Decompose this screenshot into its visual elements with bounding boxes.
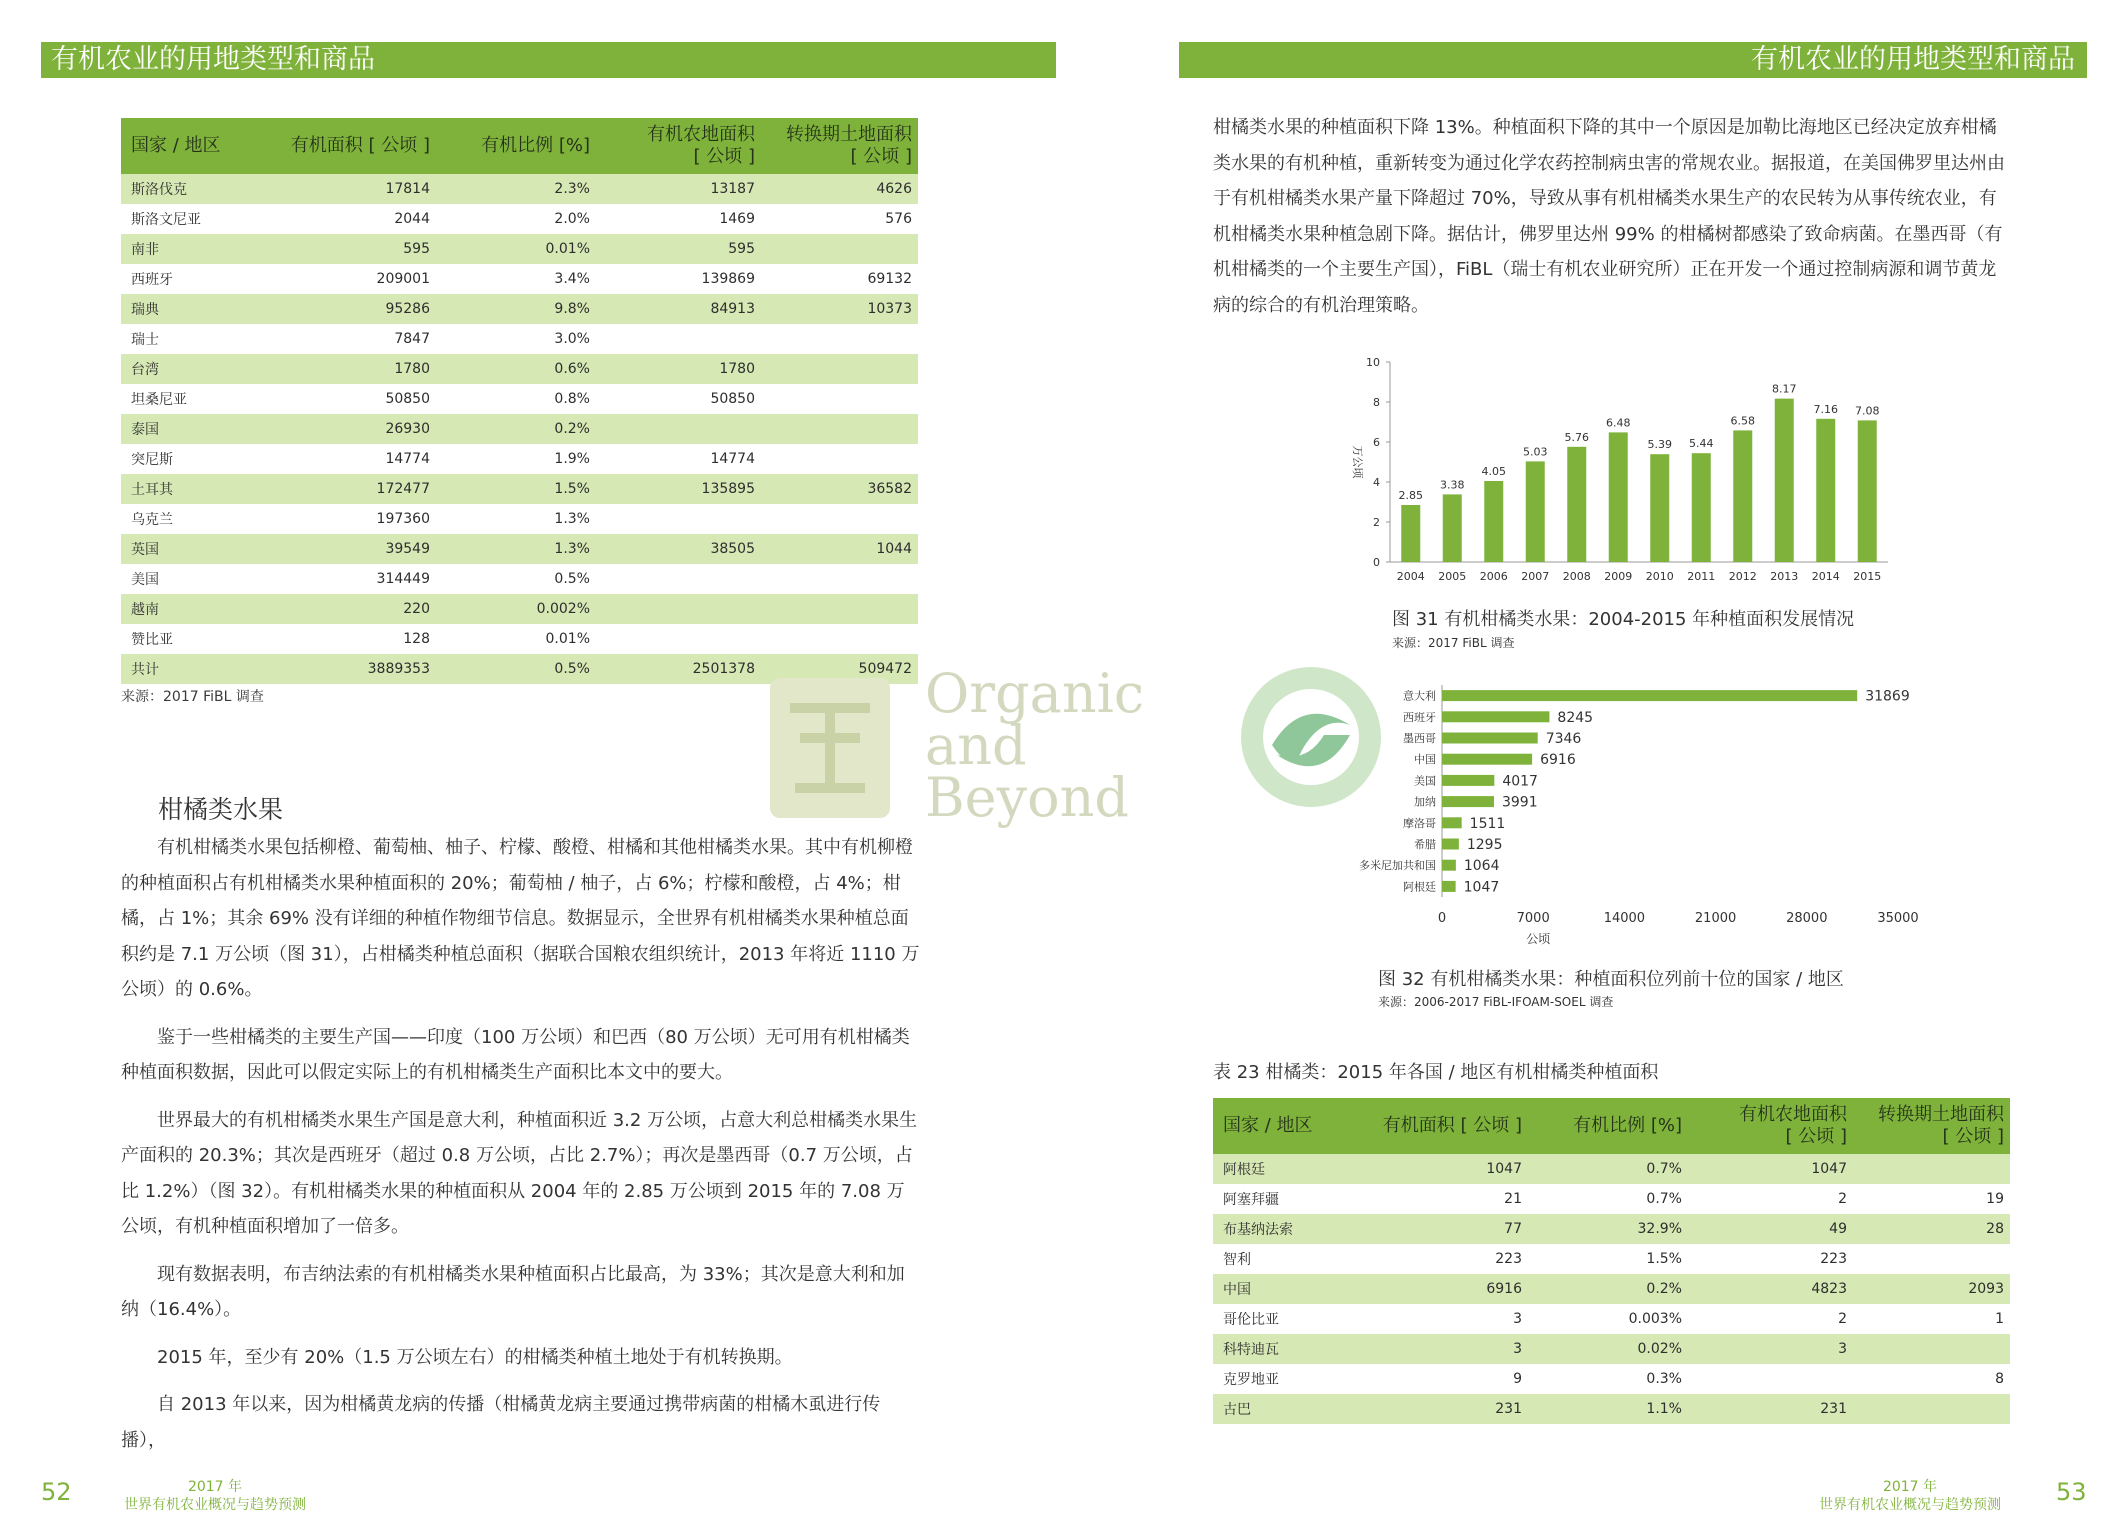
data-label: 5.39 xyxy=(1647,438,1672,452)
data-label: 7.16 xyxy=(1813,402,1838,416)
table-cell xyxy=(1853,1394,2010,1424)
table-cell: 135895 xyxy=(596,474,761,504)
x-tick-label: 2011 xyxy=(1687,570,1716,583)
table-cell: 瑞士 xyxy=(131,332,159,348)
page-number-right: 53 xyxy=(2056,1478,2087,1506)
bar xyxy=(1567,447,1586,562)
table-row xyxy=(121,264,918,294)
table-cell xyxy=(761,504,918,534)
left-body-text xyxy=(121,830,921,1470)
category-label: 墨西哥 xyxy=(1403,732,1436,745)
table-cell: 0.7% xyxy=(1528,1154,1688,1184)
table-cell: 1780 xyxy=(261,354,436,384)
data-label: 7.08 xyxy=(1855,404,1880,418)
table-cell: 美国 xyxy=(131,572,159,588)
data-label: 5.76 xyxy=(1564,430,1589,444)
table-cell: 2 xyxy=(1838,1191,1847,1207)
table-cell: 1.5% xyxy=(1646,1251,1682,1267)
table-row xyxy=(1213,1274,2010,1304)
table-cell: 克罗地亚 xyxy=(1223,1372,1279,1388)
data-label: 6.48 xyxy=(1606,416,1631,430)
col-header-organic-share: 有机比例 [%] xyxy=(436,118,596,174)
bar xyxy=(1442,839,1459,850)
table-cell: 土耳其 xyxy=(121,474,261,504)
y-tick-label: 8 xyxy=(1373,396,1380,409)
col-header-region: 国家 / 地区 xyxy=(1213,1098,1353,1154)
x-tick-label: 2012 xyxy=(1728,570,1757,583)
y-tick-label: 2 xyxy=(1373,516,1380,529)
bar xyxy=(1484,481,1503,562)
table-cell xyxy=(761,354,918,384)
category-label: 摩洛哥 xyxy=(1403,816,1436,830)
table-cell: 3 xyxy=(1513,1311,1522,1327)
table-cell: 0.02% xyxy=(1528,1334,1688,1364)
table-cell: 3 xyxy=(1353,1334,1528,1364)
table-cell: 越南 xyxy=(121,594,261,624)
table-cell: 英国 xyxy=(121,534,261,564)
paragraph: 世界最大的有机柑橘类水果生产国是意大利，种植面积近 3.2 万公顷，占意大利总柑橘类水果生产面积的 20.3%；其次是西班牙（超过 0.8 万公顷，占比 2.7%）；再次是墨西哥（0.7 万公顷，占比 1.2%）（图 32）。有机柑橘类水果的种植面积从 2004 年的 2.85 万公顷到 2015 年的 7.08 万公顷，有机种植面积增加了一倍多。 xyxy=(121,1109,918,1237)
x-tick-label: 0 xyxy=(1437,911,1447,926)
table-cell: 9.8% xyxy=(436,294,596,324)
x-tick-label: 2013 xyxy=(1770,570,1799,583)
x-tick-label: 28000 xyxy=(1786,911,1828,926)
table-cell: 50850 xyxy=(385,391,430,407)
table-cell: 17814 xyxy=(261,174,436,204)
bar xyxy=(1609,432,1628,562)
table-cell: 4823 xyxy=(1688,1274,1853,1304)
table-cell: 576 xyxy=(885,211,912,227)
y-tick-label: 6 xyxy=(1373,436,1380,449)
table-cell: 阿根廷 xyxy=(1213,1154,1353,1184)
table-cell: 2 xyxy=(1838,1311,1847,1327)
table-cell: 1047 xyxy=(1688,1154,1853,1184)
table-cell: 314449 xyxy=(376,571,430,587)
table-cell: 95286 xyxy=(261,294,436,324)
table-cell: 斯洛伐克 xyxy=(121,174,261,204)
right-body-text xyxy=(1213,110,2013,323)
table-row xyxy=(121,324,918,354)
watermark xyxy=(770,662,1170,829)
table-cell: 0.8% xyxy=(554,391,590,407)
table-cell xyxy=(1853,1154,2010,1184)
data-label: 31869 xyxy=(1865,688,1910,705)
x-tick-label: 2005 xyxy=(1438,570,1467,583)
table-cell: 1 xyxy=(1995,1311,2004,1327)
data-label: 6916 xyxy=(1540,752,1576,769)
category-label: 美国 xyxy=(1414,774,1436,788)
data-label: 2.85 xyxy=(1398,489,1423,502)
table-cell: 21 xyxy=(1504,1191,1522,1207)
table-cell: 0.2% xyxy=(1528,1274,1688,1304)
table-cell xyxy=(596,414,761,444)
header-title-right: 有机农业的用地类型和商品 xyxy=(1751,44,2075,75)
table-row xyxy=(121,444,918,474)
x-tick-label: 2009 xyxy=(1604,570,1633,583)
table-cell: 西班牙 xyxy=(131,272,173,288)
bar xyxy=(1442,860,1456,871)
header-bar-right xyxy=(1179,42,2087,78)
bar xyxy=(1858,420,1877,562)
data-label: 7346 xyxy=(1545,731,1582,747)
table-row xyxy=(1213,1214,2010,1244)
y-tick-label: 4 xyxy=(1373,476,1380,489)
table-cell xyxy=(761,324,918,354)
table-cell: 斯洛文尼亚 xyxy=(131,212,201,228)
table-cell xyxy=(596,594,761,624)
bar xyxy=(1816,419,1835,562)
table-cell: 595 xyxy=(261,234,436,264)
table-cell: 77 xyxy=(1353,1214,1528,1244)
paragraph: 鉴于一些柑橘类的主要生产国——印度（100 万公顷）和巴西（80 万公顷）无可用有机柑橘类种植面积数据，因此可以假定实际上的有机柑橘类生产面积比本文中的要大。 xyxy=(121,1026,910,1083)
data-label: 4017 xyxy=(1502,773,1538,790)
chart-fig31-source: 来源：2017 FiBL 调查 xyxy=(1392,636,1515,650)
bar xyxy=(1775,399,1794,562)
table-cell: 509472 xyxy=(761,654,918,684)
table-cell: 19 xyxy=(1986,1191,2004,1207)
bar xyxy=(1443,494,1462,562)
table-cell: 瑞典 xyxy=(121,294,261,324)
y-axis-label: 万公顷 xyxy=(1351,445,1364,479)
table-cell: 50850 xyxy=(710,391,755,407)
table-row xyxy=(121,174,918,204)
col-header-farmland-area: 有机农地面积 [ 公顷 ] xyxy=(596,118,761,174)
table-cell: 36582 xyxy=(761,474,918,504)
paragraph: 自 2013 年以来，因为柑橘黄龙病的传播（柑橘黄龙病主要通过携带病菌的柑橘木虱进行传播）， xyxy=(121,1394,881,1451)
table-row xyxy=(121,474,918,504)
table-cell: 595 xyxy=(596,234,761,264)
x-tick-label: 2004 xyxy=(1396,570,1425,583)
table-right-caption: 表 23 柑橘类：2015 年各国 / 地区有机柑橘类种植面积 xyxy=(1213,1062,1659,1083)
table-cell: 0.2% xyxy=(436,414,596,444)
table-source-left: 来源：2017 FiBL 调查 xyxy=(121,689,264,705)
table-cell: 突尼斯 xyxy=(131,452,173,468)
table-row xyxy=(1213,1154,2010,1184)
table-cell: 台湾 xyxy=(121,354,261,384)
table-cell: 2093 xyxy=(1853,1274,2010,1304)
data-label: 3991 xyxy=(1501,794,1538,811)
table-cell: 209001 xyxy=(376,271,430,287)
table-cell: 14774 xyxy=(710,451,755,467)
data-table-right xyxy=(1213,1098,2010,1424)
table-cell: 1047 xyxy=(1353,1154,1528,1184)
x-axis-label: 公顷 xyxy=(1526,932,1551,946)
bar xyxy=(1442,881,1456,892)
table-cell: 2.3% xyxy=(436,174,596,204)
table-cell: 0.6% xyxy=(436,354,596,384)
col-header-farmland-area: 有机农地面积 [ 公顷 ] xyxy=(1688,1098,1853,1154)
table-cell: 172477 xyxy=(261,474,436,504)
table-cell: 197360 xyxy=(376,511,430,527)
table-cell: 0.003% xyxy=(1628,1311,1682,1327)
table-cell: 84913 xyxy=(596,294,761,324)
x-tick-label: 35000 xyxy=(1877,911,1919,926)
x-tick-label: 7000 xyxy=(1516,911,1550,926)
chart-fig31-area-trend xyxy=(1340,350,1900,600)
table-cell: 28 xyxy=(1853,1214,2010,1244)
table-cell: 2.0% xyxy=(554,211,590,227)
header-title-left: 有机农业的用地类型和商品 xyxy=(51,44,375,75)
table-cell: 0.7% xyxy=(1646,1191,1682,1207)
category-label: 意大利 xyxy=(1403,689,1436,703)
table-cell: 32.9% xyxy=(1528,1214,1688,1244)
table-cell: 8 xyxy=(1995,1371,2004,1387)
data-label: 1295 xyxy=(1466,837,1503,853)
table-cell: 4626 xyxy=(761,174,918,204)
table-cell: 10373 xyxy=(761,294,918,324)
table-row xyxy=(121,624,918,654)
table-row xyxy=(121,564,918,594)
table-row xyxy=(121,234,918,264)
table-cell: 乌克兰 xyxy=(131,512,173,528)
table-row xyxy=(121,534,918,564)
table-row xyxy=(121,504,918,534)
table-cell xyxy=(761,564,918,594)
table-cell: 220 xyxy=(261,594,436,624)
table-row xyxy=(1213,1394,2010,1424)
paragraph: 2015 年，至少有 20%（1.5 万公顷左右）的柑橘类种植土地处于有机转换期。 xyxy=(157,1346,793,1368)
table-cell xyxy=(761,414,918,444)
table-cell: 阿塞拜疆 xyxy=(1223,1192,1279,1208)
chart-fig32-title: 图 32 有机柑橘类水果：种植面积位列前十位的国家 / 地区 xyxy=(1378,969,1844,990)
col-header-organic-area: 有机面积 [ 公顷 ] xyxy=(261,118,436,174)
table-row xyxy=(121,384,918,414)
table-cell: 13187 xyxy=(596,174,761,204)
x-tick-label: 14000 xyxy=(1603,911,1646,926)
footer-right: 2017 年 世界有机农业概况与趋势预测 xyxy=(1819,1479,2001,1513)
table-cell: 科特迪瓦 xyxy=(1213,1334,1353,1364)
table-cell: 231 xyxy=(1688,1394,1853,1424)
table-row xyxy=(121,204,918,234)
data-label: 4.05 xyxy=(1481,465,1506,478)
table-cell: 南非 xyxy=(121,234,261,264)
table-cell: 布基纳法索 xyxy=(1213,1214,1353,1244)
col-header-organic-area: 有机面积 [ 公顷 ] xyxy=(1353,1098,1528,1154)
bar xyxy=(1442,733,1538,744)
table-cell: 0.01% xyxy=(436,234,596,264)
table-cell xyxy=(761,384,918,414)
category-label: 多米尼加共和国 xyxy=(1359,859,1436,873)
category-label: 加纳 xyxy=(1414,795,1436,809)
table-row xyxy=(1213,1244,2010,1274)
data-label: 3.38 xyxy=(1440,478,1465,492)
section-title: 柑橘类水果 xyxy=(158,795,284,824)
table-cell: 1780 xyxy=(596,354,761,384)
table-cell xyxy=(596,564,761,594)
table-cell: 智利 xyxy=(1223,1252,1251,1268)
bar xyxy=(1401,505,1420,562)
table-cell: 0.3% xyxy=(1646,1371,1682,1387)
table-cell: 7847 xyxy=(394,331,430,347)
table-row xyxy=(1213,1364,2010,1394)
table-cell: 泰国 xyxy=(121,414,261,444)
bar xyxy=(1442,817,1462,828)
table-cell xyxy=(1853,1334,2010,1364)
col-header-region: 国家 / 地区 xyxy=(121,118,261,174)
table-cell: 坦桑尼亚 xyxy=(131,392,187,408)
table-cell: 1.9% xyxy=(554,451,590,467)
x-tick-label: 2007 xyxy=(1521,570,1550,583)
table-cell xyxy=(1688,1364,1853,1394)
table-cell xyxy=(1853,1244,2010,1274)
table-cell xyxy=(596,324,761,354)
x-tick-label: 21000 xyxy=(1694,911,1737,926)
category-label: 希腊 xyxy=(1414,838,1436,851)
table-row xyxy=(121,294,918,324)
table-cell: 3 xyxy=(1688,1334,1853,1364)
table-cell: 231 xyxy=(1353,1394,1528,1424)
x-tick-label: 2006 xyxy=(1479,570,1508,583)
watermark-text: Organic and Beyond xyxy=(925,662,1145,829)
table-cell xyxy=(761,444,918,474)
paragraph: 现有数据表明，布吉纳法索的有机柑橘类水果种植面积占比最高，为 33%；其次是意大利和加纳（16.4%）。 xyxy=(121,1263,905,1320)
table-cell: 6916 xyxy=(1353,1274,1528,1304)
header-bar-left xyxy=(41,42,1056,78)
table-cell xyxy=(761,234,918,264)
col-header-conversion-area: 转换期土地面积 [ 公顷 ] xyxy=(1853,1098,2010,1154)
table-cell: 223 xyxy=(1495,1251,1522,1267)
bar xyxy=(1442,775,1494,786)
bar xyxy=(1733,430,1752,562)
x-tick-label: 2010 xyxy=(1645,570,1674,583)
x-tick-label: 2015 xyxy=(1853,570,1882,583)
table-cell: 1.3% xyxy=(554,511,590,527)
table-cell: 49 xyxy=(1688,1214,1853,1244)
table-cell: 0.5% xyxy=(554,571,590,587)
data-label: 1047 xyxy=(1463,879,1500,896)
table-row xyxy=(1213,1184,2010,1214)
table-cell: 中国 xyxy=(1213,1274,1353,1304)
table-cell: 2044 xyxy=(394,211,430,227)
table-cell: 1.5% xyxy=(436,474,596,504)
bar xyxy=(1650,454,1669,562)
table-cell xyxy=(596,624,761,654)
table-row xyxy=(121,414,918,444)
table-cell: 39549 xyxy=(261,534,436,564)
table-cell: 3889353 xyxy=(261,654,436,684)
y-tick-label: 0 xyxy=(1373,556,1380,569)
paragraph: 有机柑橘类水果包括柳橙、葡萄柚、柚子、柠檬、酸橙、柑橘和其他柑橘类水果。其中有机柳橙的种植面积占有机柑橘类水果种植面积的 20%；葡萄柚 / 柚子，占 6%；柠檬和酸橙，占 4%；柑橘，占 1%；其余 69% 没有详细的种植作物细节信息。数据显示，全世界有机柑橘类水果种植总面积约是 7.1 万公顷（图 31），占柑橘类种植总面积（据联合国粮农组织统计，2013 年将近 1110 万公顷）的 0.6%。 xyxy=(121,837,920,1000)
bar xyxy=(1692,453,1711,562)
table-cell: 3.0% xyxy=(554,331,590,347)
table-cell: 0.002% xyxy=(436,594,596,624)
table-cell xyxy=(596,504,761,534)
category-label: 西班牙 xyxy=(1403,710,1436,724)
table-cell: 139869 xyxy=(701,271,755,287)
table-cell: 26930 xyxy=(261,414,436,444)
table-cell: 223 xyxy=(1820,1251,1847,1267)
col-header-conversion-area: 转换期土地面积 [ 公顷 ] xyxy=(761,118,918,174)
data-label: 8.17 xyxy=(1772,382,1797,396)
table-cell: 1.1% xyxy=(1528,1394,1688,1424)
table-cell: 0.01% xyxy=(545,631,590,647)
table-cell xyxy=(761,594,918,624)
page-number-left: 52 xyxy=(41,1478,72,1506)
table-cell: 赞比亚 xyxy=(131,632,173,648)
table-cell: 哥伦比亚 xyxy=(1223,1312,1279,1328)
table-cell: 1044 xyxy=(761,534,918,564)
footer-left: 2017 年 世界有机农业概况与趋势预测 xyxy=(124,1479,306,1513)
paragraph: 柑橘类水果的种植面积下降 13%。种植面积下降的其中一个原因是加勒比海地区已经决定放弃柑橘类水果的有机种植，重新转变为通过化学农药控制病虫害的常规农业。据报道，在美国佛罗里达州由于有机柑橘类水果产量下降超过 70%，导致从事有机柑橘类水果生产的农民转为从事传统农业，有机柑橘类水果种植急剧下降。据估计，佛罗里达州 99% 的柑橘树都感染了致命病菌。在墨西哥（有机柑橘类的一个主要生产国），FiBL（瑞士有机农业研究所）正在开发一个通过控制病源和调节黄龙病的综合的有机治理策略。 xyxy=(1213,117,2005,316)
table-row xyxy=(121,594,918,624)
table-cell: 14774 xyxy=(385,451,430,467)
watermark-logo-icon xyxy=(770,678,890,818)
table-cell xyxy=(761,624,918,654)
data-table-left xyxy=(121,118,918,684)
table-row xyxy=(1213,1334,2010,1364)
data-label: 1511 xyxy=(1469,815,1506,832)
data-label: 6.58 xyxy=(1730,414,1755,428)
x-tick-label: 2008 xyxy=(1562,570,1591,583)
data-label: 8245 xyxy=(1557,709,1594,726)
bar xyxy=(1442,796,1494,807)
table-cell: 0.5% xyxy=(436,654,596,684)
table-cell: 2501378 xyxy=(596,654,761,684)
table-row xyxy=(121,354,918,384)
y-tick-label: 10 xyxy=(1366,356,1380,369)
chart-fig31-title: 图 31 有机柑橘类水果：2004-2015 年种植面积发展情况 xyxy=(1392,609,1855,630)
table-cell: 128 xyxy=(403,631,430,647)
x-tick-label: 2014 xyxy=(1811,570,1840,583)
table-row xyxy=(1213,1304,2010,1334)
bar xyxy=(1526,461,1545,562)
col-header-organic-share: 有机比例 [%] xyxy=(1528,1098,1688,1154)
table-cell: 1.3% xyxy=(436,534,596,564)
table-cell: 1469 xyxy=(719,211,755,227)
data-label: 5.03 xyxy=(1523,445,1548,459)
data-label: 1064 xyxy=(1463,858,1500,875)
bar xyxy=(1442,711,1549,722)
table-cell: 69132 xyxy=(867,271,912,287)
chart-fig32-source: 来源：2006-2017 FiBL-IFOAM-SOEL 调查 xyxy=(1378,995,1614,1009)
table-cell: 3.4% xyxy=(554,271,590,287)
data-label: 5.44 xyxy=(1689,437,1714,451)
table-cell: 9 xyxy=(1513,1371,1522,1387)
table-cell: 38505 xyxy=(596,534,761,564)
chart-fig32-top10-countries xyxy=(1330,685,1970,955)
bar xyxy=(1442,690,1857,701)
category-label: 中国 xyxy=(1414,753,1436,767)
bar xyxy=(1442,754,1532,765)
table-cell: 共计 xyxy=(121,654,261,684)
table-cell: 古巴 xyxy=(1213,1394,1353,1424)
category-label: 阿根廷 xyxy=(1403,880,1436,894)
